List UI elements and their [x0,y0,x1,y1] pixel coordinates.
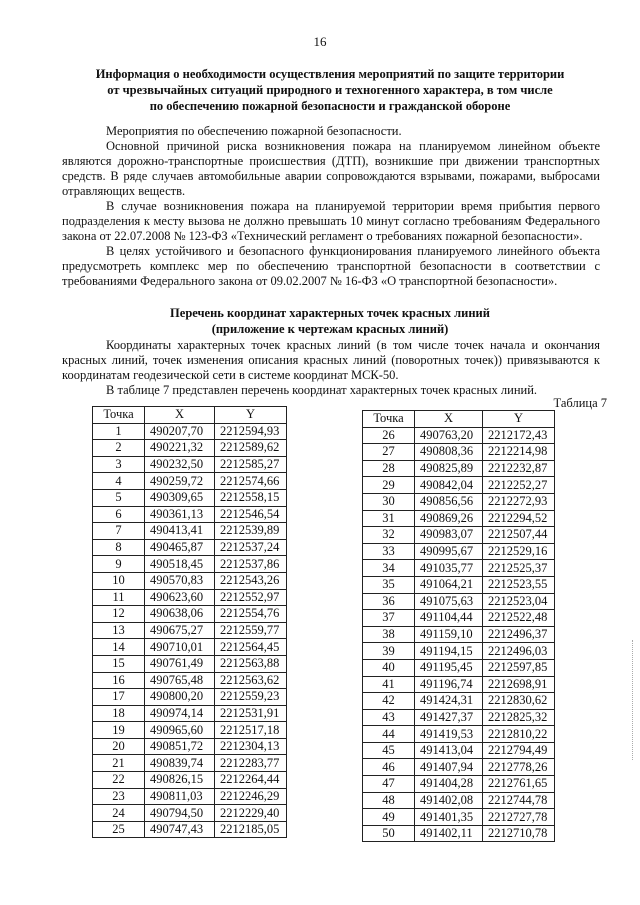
x-cell: 490207,70 [145,423,215,440]
point-cell: 22 [93,772,145,789]
x-cell: 491402,08 [415,792,483,809]
y-cell: 2212214,98 [483,444,555,461]
point-cell: 45 [363,742,415,759]
column-header-point: Точка [363,411,415,428]
y-cell: 2212744,78 [483,792,555,809]
table-row [93,489,287,506]
table-row [93,539,287,556]
y-cell: 2212563,88 [215,655,287,672]
x-cell: 490518,45 [145,556,215,573]
x-cell: 491401,35 [415,809,483,826]
table-row [93,606,287,623]
table-row [363,460,555,477]
y-cell: 2212264,44 [215,772,287,789]
y-cell: 2212283,77 [215,755,287,772]
point-cell: 27 [363,444,415,461]
table-row [363,825,555,842]
table-row [363,593,555,610]
table-row [93,423,287,440]
point-cell: 36 [363,593,415,610]
y-cell: 2212825,32 [483,709,555,726]
x-cell: 490851,72 [145,738,215,755]
y-cell: 2212559,23 [215,689,287,706]
point-cell: 37 [363,610,415,627]
x-cell: 490570,83 [145,572,215,589]
x-cell: 490638,06 [145,606,215,623]
point-cell: 30 [363,493,415,510]
table-row [93,622,287,639]
table-row [363,527,555,544]
point-cell: 14 [93,639,145,656]
x-cell: 491035,77 [415,560,483,577]
y-cell: 2212564,45 [215,639,287,656]
x-cell: 491194,15 [415,643,483,660]
point-cell: 35 [363,576,415,593]
table-row [363,759,555,776]
point-cell: 33 [363,543,415,560]
x-cell: 490259,72 [145,473,215,490]
x-cell: 490965,60 [145,722,215,739]
x-cell: 491064,21 [415,576,483,593]
table-row [93,738,287,755]
paragraph-risk: Основной причиной риска возникновения пожара на планируемом линейном объекте являются дорожно-транспортные происшествия (ДТП), возникшие при движении транспортных средств. В ряде случаев автомобильные аварии сопровождаются взрывами, пожарами, выбросами отравляющих веществ. [62,139,600,198]
y-cell: 2212589,62 [215,440,287,457]
x-cell: 490839,74 [145,755,215,772]
table-row [93,589,287,606]
column-header-x: X [145,407,215,424]
point-cell: 24 [93,805,145,822]
table-header-row [93,407,287,424]
paragraph-transport-safety: В целях устойчивого и безопасного функционирования планируемого линейного объекта предусмотреть комплекс мер по обеспечению транспортной безопасности в соответствии с требованиями Федерального закона от 09.02.2007 № 16-ФЗ «О транспортной безопасности». [62,244,600,288]
table-row [363,427,555,444]
y-cell: 2212710,78 [483,825,555,842]
point-cell: 21 [93,755,145,772]
table-row [363,543,555,560]
table-row [93,506,287,523]
y-cell: 2212585,27 [215,456,287,473]
x-cell: 490826,15 [145,772,215,789]
y-cell: 2212496,37 [483,626,555,643]
y-cell: 2212537,24 [215,539,287,556]
table-row [93,639,287,656]
y-cell: 2212229,40 [215,805,287,822]
table-row [363,709,555,726]
point-cell: 6 [93,506,145,523]
paragraph-coordinates: Координаты характерных точек красных линий (в том числе точек начала и окончания красных линий, точек изменения описания красных линий (поворотных точек)) привязываются к координатам геодезической сети в системе координат МСК-50. [62,338,600,382]
y-cell: 2212525,37 [483,560,555,577]
table-row [363,776,555,793]
table-row [363,576,555,593]
y-cell: 2212546,54 [215,506,287,523]
table-row [93,440,287,457]
scan-edge-mark [632,640,634,760]
subheading-line: Перечень координат характерных точек красных линий [170,306,490,320]
paragraph-fire-response: В случае возникновения пожара на планируемой территории время прибытия первого подразделения к месту вызова не должно превышать 10 минут согласно требованиям Федерального закона от 22.07.2008 № 123-ФЗ «Технический регламент о требованиях пожарной безопасности». [62,199,600,243]
point-cell: 41 [363,676,415,693]
point-cell: 16 [93,672,145,689]
column-header-y: Y [215,407,287,424]
heading-line: Информация о необходимости осуществления мероприятий по защите территории [95,67,565,81]
x-cell: 491419,53 [415,726,483,743]
x-cell: 490869,26 [415,510,483,527]
point-cell: 12 [93,606,145,623]
table-caption: Таблица 7 [553,396,607,410]
x-cell: 491404,28 [415,776,483,793]
point-cell: 49 [363,809,415,826]
table-row [93,473,287,490]
table-row [363,742,555,759]
x-cell: 491407,94 [415,759,483,776]
document-heading [60,66,600,114]
x-cell: 490675,27 [145,622,215,639]
y-cell: 2212574,66 [215,473,287,490]
y-cell: 2212507,44 [483,527,555,544]
x-cell: 490983,07 [415,527,483,544]
y-cell: 2212522,48 [483,610,555,627]
point-cell: 19 [93,722,145,739]
point-cell: 20 [93,738,145,755]
column-header-y: Y [483,411,555,428]
page-number: 16 [313,34,327,49]
table-row [93,672,287,689]
y-cell: 2212563,62 [215,672,287,689]
point-cell: 32 [363,527,415,544]
table-row [93,821,287,838]
y-cell: 2212810,22 [483,726,555,743]
point-cell: 8 [93,539,145,556]
y-cell: 2212778,26 [483,759,555,776]
y-cell: 2212232,87 [483,460,555,477]
point-cell: 38 [363,626,415,643]
table-row [363,676,555,693]
table-row [363,659,555,676]
x-cell: 490765,48 [145,672,215,689]
table-row [93,722,287,739]
subheading-line: (приложение к чертежам красных линий) [211,322,449,336]
y-cell: 2212523,04 [483,593,555,610]
x-cell: 490309,65 [145,489,215,506]
point-cell: 23 [93,788,145,805]
y-cell: 2212727,78 [483,809,555,826]
x-cell: 490710,01 [145,639,215,656]
y-cell: 2212552,97 [215,589,287,606]
x-cell: 491402,11 [415,825,483,842]
x-cell: 490747,43 [145,821,215,838]
y-cell: 2212523,55 [483,576,555,593]
point-cell: 2 [93,440,145,457]
point-cell: 29 [363,477,415,494]
y-cell: 2212185,05 [215,821,287,838]
y-cell: 2212294,52 [483,510,555,527]
table-row [363,560,555,577]
column-header-x: X [415,411,483,428]
y-cell: 2212304,13 [215,738,287,755]
point-cell: 28 [363,460,415,477]
point-cell: 25 [93,821,145,838]
y-cell: 2212531,91 [215,705,287,722]
point-cell: 43 [363,709,415,726]
paragraph-table-ref: В таблице 7 представлен перечень координат характерных точек красных линий. [106,383,538,397]
point-cell: 39 [363,643,415,660]
y-cell: 2212698,91 [483,676,555,693]
x-cell: 490465,87 [145,539,215,556]
x-cell: 490974,14 [145,705,215,722]
point-cell: 4 [93,473,145,490]
point-cell: 11 [93,589,145,606]
column-header-point: Точка [93,407,145,424]
point-cell: 7 [93,523,145,540]
table-row [363,643,555,660]
x-cell: 491159,10 [415,626,483,643]
point-cell: 44 [363,726,415,743]
x-cell: 490856,56 [415,493,483,510]
table-row [93,805,287,822]
coordinates-table-right [362,410,555,842]
y-cell: 2212172,43 [483,427,555,444]
table-row [93,556,287,573]
coordinates-table-left [92,406,287,838]
y-cell: 2212761,65 [483,776,555,793]
x-cell: 491104,44 [415,610,483,627]
x-cell: 490800,20 [145,689,215,706]
point-cell: 48 [363,792,415,809]
table-header-row [363,411,555,428]
x-cell: 491195,45 [415,659,483,676]
heading-line: по обеспечению пожарной безопасности и гражданской обороне [149,99,511,113]
y-cell: 2212246,29 [215,788,287,805]
y-cell: 2212543,26 [215,572,287,589]
point-cell: 34 [363,560,415,577]
x-cell: 491424,31 [415,693,483,710]
table-row [363,693,555,710]
table-row [363,610,555,627]
table-row [93,689,287,706]
point-cell: 13 [93,622,145,639]
y-cell: 2212559,77 [215,622,287,639]
y-cell: 2212252,27 [483,477,555,494]
table-row [363,726,555,743]
x-cell: 491413,04 [415,742,483,759]
x-cell: 490763,20 [415,427,483,444]
x-cell: 491075,63 [415,593,483,610]
table-section-heading [60,305,600,337]
table-row [93,655,287,672]
table-row [363,477,555,494]
x-cell: 490232,50 [145,456,215,473]
y-cell: 2212794,49 [483,742,555,759]
point-cell: 1 [93,423,145,440]
y-cell: 2212558,15 [215,489,287,506]
table-row [363,510,555,527]
y-cell: 2212537,86 [215,556,287,573]
table-row [363,809,555,826]
point-cell: 26 [363,427,415,444]
x-cell: 490221,32 [145,440,215,457]
x-cell: 491427,37 [415,709,483,726]
x-cell: 491196,74 [415,676,483,693]
x-cell: 490995,67 [415,543,483,560]
x-cell: 490623,60 [145,589,215,606]
table-row [363,792,555,809]
table-row [93,772,287,789]
y-cell: 2212597,85 [483,659,555,676]
table-row [363,493,555,510]
table-row [93,572,287,589]
point-cell: 47 [363,776,415,793]
point-cell: 31 [363,510,415,527]
y-cell: 2212594,93 [215,423,287,440]
y-cell: 2212496,03 [483,643,555,660]
table-row [93,755,287,772]
point-cell: 50 [363,825,415,842]
y-cell: 2212539,89 [215,523,287,540]
point-cell: 5 [93,489,145,506]
x-cell: 490361,13 [145,506,215,523]
point-cell: 40 [363,659,415,676]
y-cell: 2212554,76 [215,606,287,623]
x-cell: 490811,03 [145,788,215,805]
y-cell: 2212272,93 [483,493,555,510]
table-row [93,705,287,722]
table-row [363,626,555,643]
y-cell: 2212830,62 [483,693,555,710]
point-cell: 46 [363,759,415,776]
x-cell: 490794,50 [145,805,215,822]
point-cell: 9 [93,556,145,573]
table-row [93,523,287,540]
x-cell: 490413,41 [145,523,215,540]
heading-line: от чрезвычайных ситуаций природного и техногенного характера, в том числе [107,83,553,97]
y-cell: 2212517,18 [215,722,287,739]
point-cell: 42 [363,693,415,710]
point-cell: 3 [93,456,145,473]
table-row [93,456,287,473]
x-cell: 490825,89 [415,460,483,477]
x-cell: 490761,49 [145,655,215,672]
point-cell: 17 [93,689,145,706]
y-cell: 2212529,16 [483,543,555,560]
point-cell: 10 [93,572,145,589]
point-cell: 18 [93,705,145,722]
point-cell: 15 [93,655,145,672]
table-row [93,788,287,805]
x-cell: 490808,36 [415,444,483,461]
x-cell: 490842,04 [415,477,483,494]
table-row [363,444,555,461]
paragraph-intro: Мероприятия по обеспечению пожарной безопасности. [106,124,402,138]
